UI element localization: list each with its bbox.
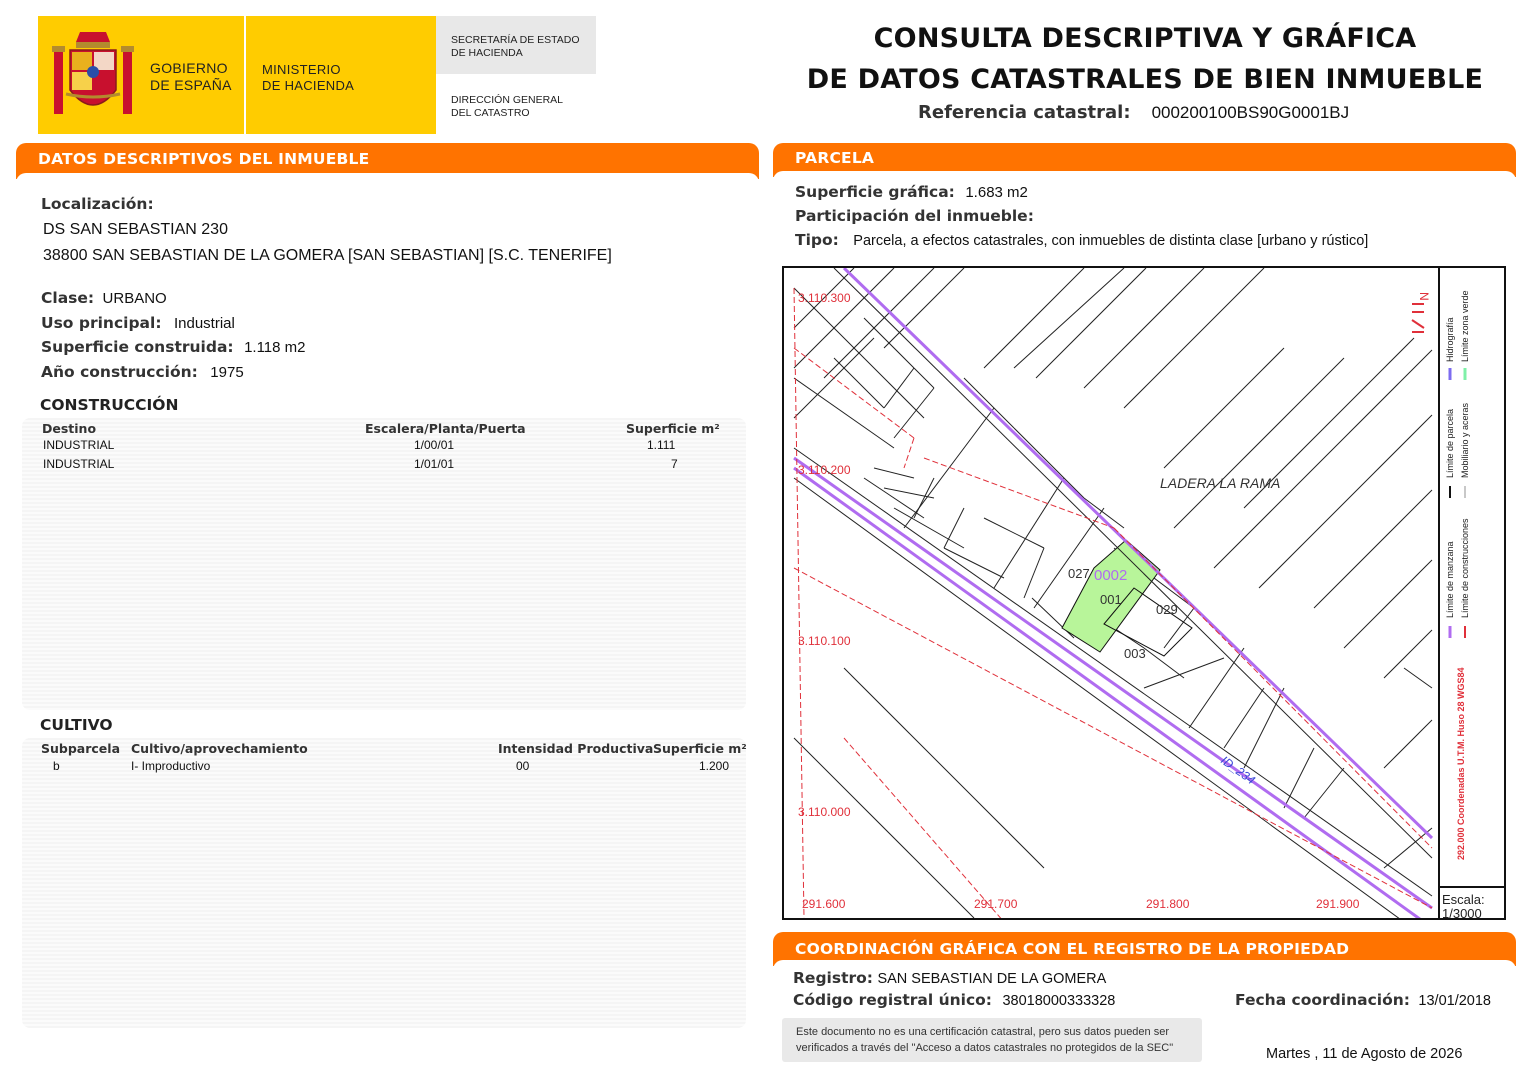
- map-coordinates-text: 292.000 Coordenadas U.T.M. Huso 28 WGS84: [1456, 667, 1466, 860]
- north-arrow-icon: [1412, 292, 1431, 332]
- map-y-label: 3.110.200: [798, 463, 851, 477]
- map-x-label: 291.600: [802, 897, 846, 911]
- government-logo: [38, 16, 436, 134]
- parcel-label: 029: [1156, 602, 1178, 617]
- map-x-label: 291.800: [1146, 897, 1190, 911]
- col-header-intensidad: Intensidad Productiva: [498, 741, 654, 756]
- cell-superficie: 7: [671, 457, 678, 471]
- scale-label: Escala:: [1442, 892, 1485, 907]
- cell-subparcela: b: [53, 759, 60, 773]
- cell-superficie: 1.111: [647, 438, 676, 452]
- legend-hidrografia: Hidrografía: [1445, 317, 1455, 362]
- map-y-label: 3.110.100: [798, 634, 851, 648]
- referencia-value: 000200100BS90G0001BJ: [1151, 103, 1350, 122]
- superficie-grafica-label: Superficie gráfica:: [795, 183, 955, 201]
- map-x-label: 291.900: [1316, 897, 1360, 911]
- superficie-row: [41, 338, 306, 357]
- codigo-value: 38018000333328: [1002, 993, 1116, 1009]
- superficie-value: 1.118 m2: [244, 339, 306, 356]
- parcel-label: 003: [1124, 646, 1146, 661]
- map-drawing: [784, 268, 1438, 920]
- cell-intensidad: 00: [516, 759, 530, 773]
- registro-row: [793, 969, 1106, 988]
- cell-escalera: 1/00/01: [414, 438, 455, 452]
- codigo-label: Código registral único:: [793, 991, 993, 1009]
- map-y-label: 3.110.300: [798, 291, 851, 305]
- uso-value: Industrial: [173, 315, 235, 332]
- coat-of-arms-icon: [52, 28, 134, 124]
- uso-row: [41, 314, 235, 333]
- secretaria-box: [436, 16, 596, 74]
- legend-construcciones: Límite de construcciones: [1460, 518, 1470, 618]
- cell-escalera: 1/01/01: [414, 457, 455, 471]
- col-header-superficie: Superficie m²: [626, 421, 720, 436]
- scale-value: 1/3000: [1442, 906, 1482, 920]
- col-header-destino: Destino: [42, 421, 97, 436]
- descriptivos-title: DATOS DESCRIPTIVOS DEL INMUEBLE: [38, 150, 370, 168]
- col-header-superficie: Superficie m²: [653, 741, 747, 756]
- parcela-title: PARCELA: [795, 149, 875, 167]
- legend-mobiliario: Mobiliario y aceras: [1460, 402, 1470, 478]
- clase-label: Clase:: [41, 289, 95, 307]
- anio-row: [41, 363, 244, 382]
- secretaria-label: SECRETARÍA DE ESTADO DE HACIENDA: [451, 34, 580, 59]
- road-label: ID_234: [1218, 753, 1258, 788]
- svg-text:N: N: [1417, 292, 1431, 301]
- parcel-label: 027: [1068, 566, 1090, 581]
- descriptivos-header: [16, 143, 759, 179]
- construccion-table: [22, 418, 746, 710]
- superficie-grafica-value: 1.683 m2: [965, 184, 1028, 201]
- cell-destino: INDUSTRIAL: [43, 438, 115, 452]
- cultivo-title: CULTIVO: [40, 716, 113, 734]
- referencia-catastral: [918, 102, 1349, 123]
- localizacion-label: Localización:: [41, 195, 154, 213]
- area-label: LADERA LA RAMA: [1160, 475, 1281, 491]
- map-y-label: 3.110.000: [798, 805, 851, 819]
- referencia-label: Referencia catastral:: [918, 102, 1131, 123]
- participacion-label: Participación del inmueble:: [795, 207, 1034, 225]
- coordinacion-title: COORDINACIÓN GRÁFICA CON EL REGISTRO DE LA PROPIEDAD: [795, 940, 1350, 958]
- parcela-header: [773, 143, 1516, 177]
- anio-value: 1975: [210, 364, 244, 381]
- address-line1: DS SAN SEBASTIAN 230: [43, 221, 228, 238]
- coordinacion-header: [773, 932, 1516, 966]
- cultivo-table: [22, 738, 746, 1028]
- parcel-label: 0002: [1094, 567, 1128, 584]
- anio-label: Año construcción:: [41, 363, 198, 381]
- registro-value: SAN SEBASTIAN DE LA GOMERA: [877, 971, 1107, 987]
- gobierno-label: GOBIERNO DE ESPAÑA: [150, 60, 232, 93]
- legend-zona-verde: Límite zona verde: [1460, 290, 1470, 362]
- construccion-title: CONSTRUCCIÓN: [40, 396, 179, 414]
- clase-row: [41, 289, 167, 308]
- col-header-subparcela: Subparcela: [41, 741, 121, 756]
- superficie-label: Superficie construida:: [41, 338, 234, 356]
- ministerio-label: MINISTERIO DE HACIENDA: [262, 62, 355, 93]
- fecha-row: [1235, 991, 1491, 1010]
- cadastral-map[interactable]: [782, 266, 1506, 920]
- map-scale: [1438, 886, 1506, 920]
- legend-manzana: Límite de manzana: [1445, 541, 1455, 618]
- registro-label: Registro:: [793, 969, 873, 987]
- page-title: CONSULTA DESCRIPTIVA Y GRÁFICA DE DATOS CATASTRALES DE BIEN INMUEBLE: [806, 23, 1484, 95]
- document-date: Martes , 11 de Agosto de 2026: [1266, 1046, 1463, 1062]
- map-legend: [1440, 268, 1506, 884]
- legend-parcela: Límite de parcela: [1445, 408, 1455, 478]
- col-header-escalera: Escalera/Planta/Puerta: [365, 421, 526, 436]
- address-line2: 38800 SAN SEBASTIAN DE LA GOMERA [SAN SEBASTIAN] [S.C. TENERIFE]: [43, 247, 612, 264]
- fecha-label: Fecha coordinación:: [1235, 991, 1410, 1009]
- tipo-value: Parcela, a efectos catastrales, con inmuebles de distinta clase [urbano y rústico]: [853, 233, 1369, 249]
- parcel-label: 001: [1100, 592, 1122, 607]
- map-x-label: 291.700: [974, 897, 1018, 911]
- tipo-label: Tipo:: [795, 231, 839, 249]
- direccion-label: DIRECCIÓN GENERAL DEL CATASTRO: [451, 94, 564, 119]
- clase-value: URBANO: [102, 290, 167, 307]
- cell-cultivo: I- Improductivo: [131, 759, 211, 773]
- cell-destino: INDUSTRIAL: [43, 457, 115, 471]
- fecha-value: 13/01/2018: [1418, 993, 1491, 1009]
- uso-label: Uso principal:: [41, 314, 162, 332]
- tipo-row: [795, 231, 1368, 250]
- superficie-grafica-row: [795, 183, 1028, 202]
- cell-superficie: 1.200: [699, 759, 730, 773]
- col-header-cultivo: Cultivo/aprovechamiento: [131, 741, 308, 756]
- disclaimer-note: Este documento no es una certificación catastral, pero sus datos pueden ser verificados a través del "Acceso a datos catastrales no protegidos de la SEC": [782, 1018, 1202, 1062]
- codigo-row: [793, 991, 1115, 1010]
